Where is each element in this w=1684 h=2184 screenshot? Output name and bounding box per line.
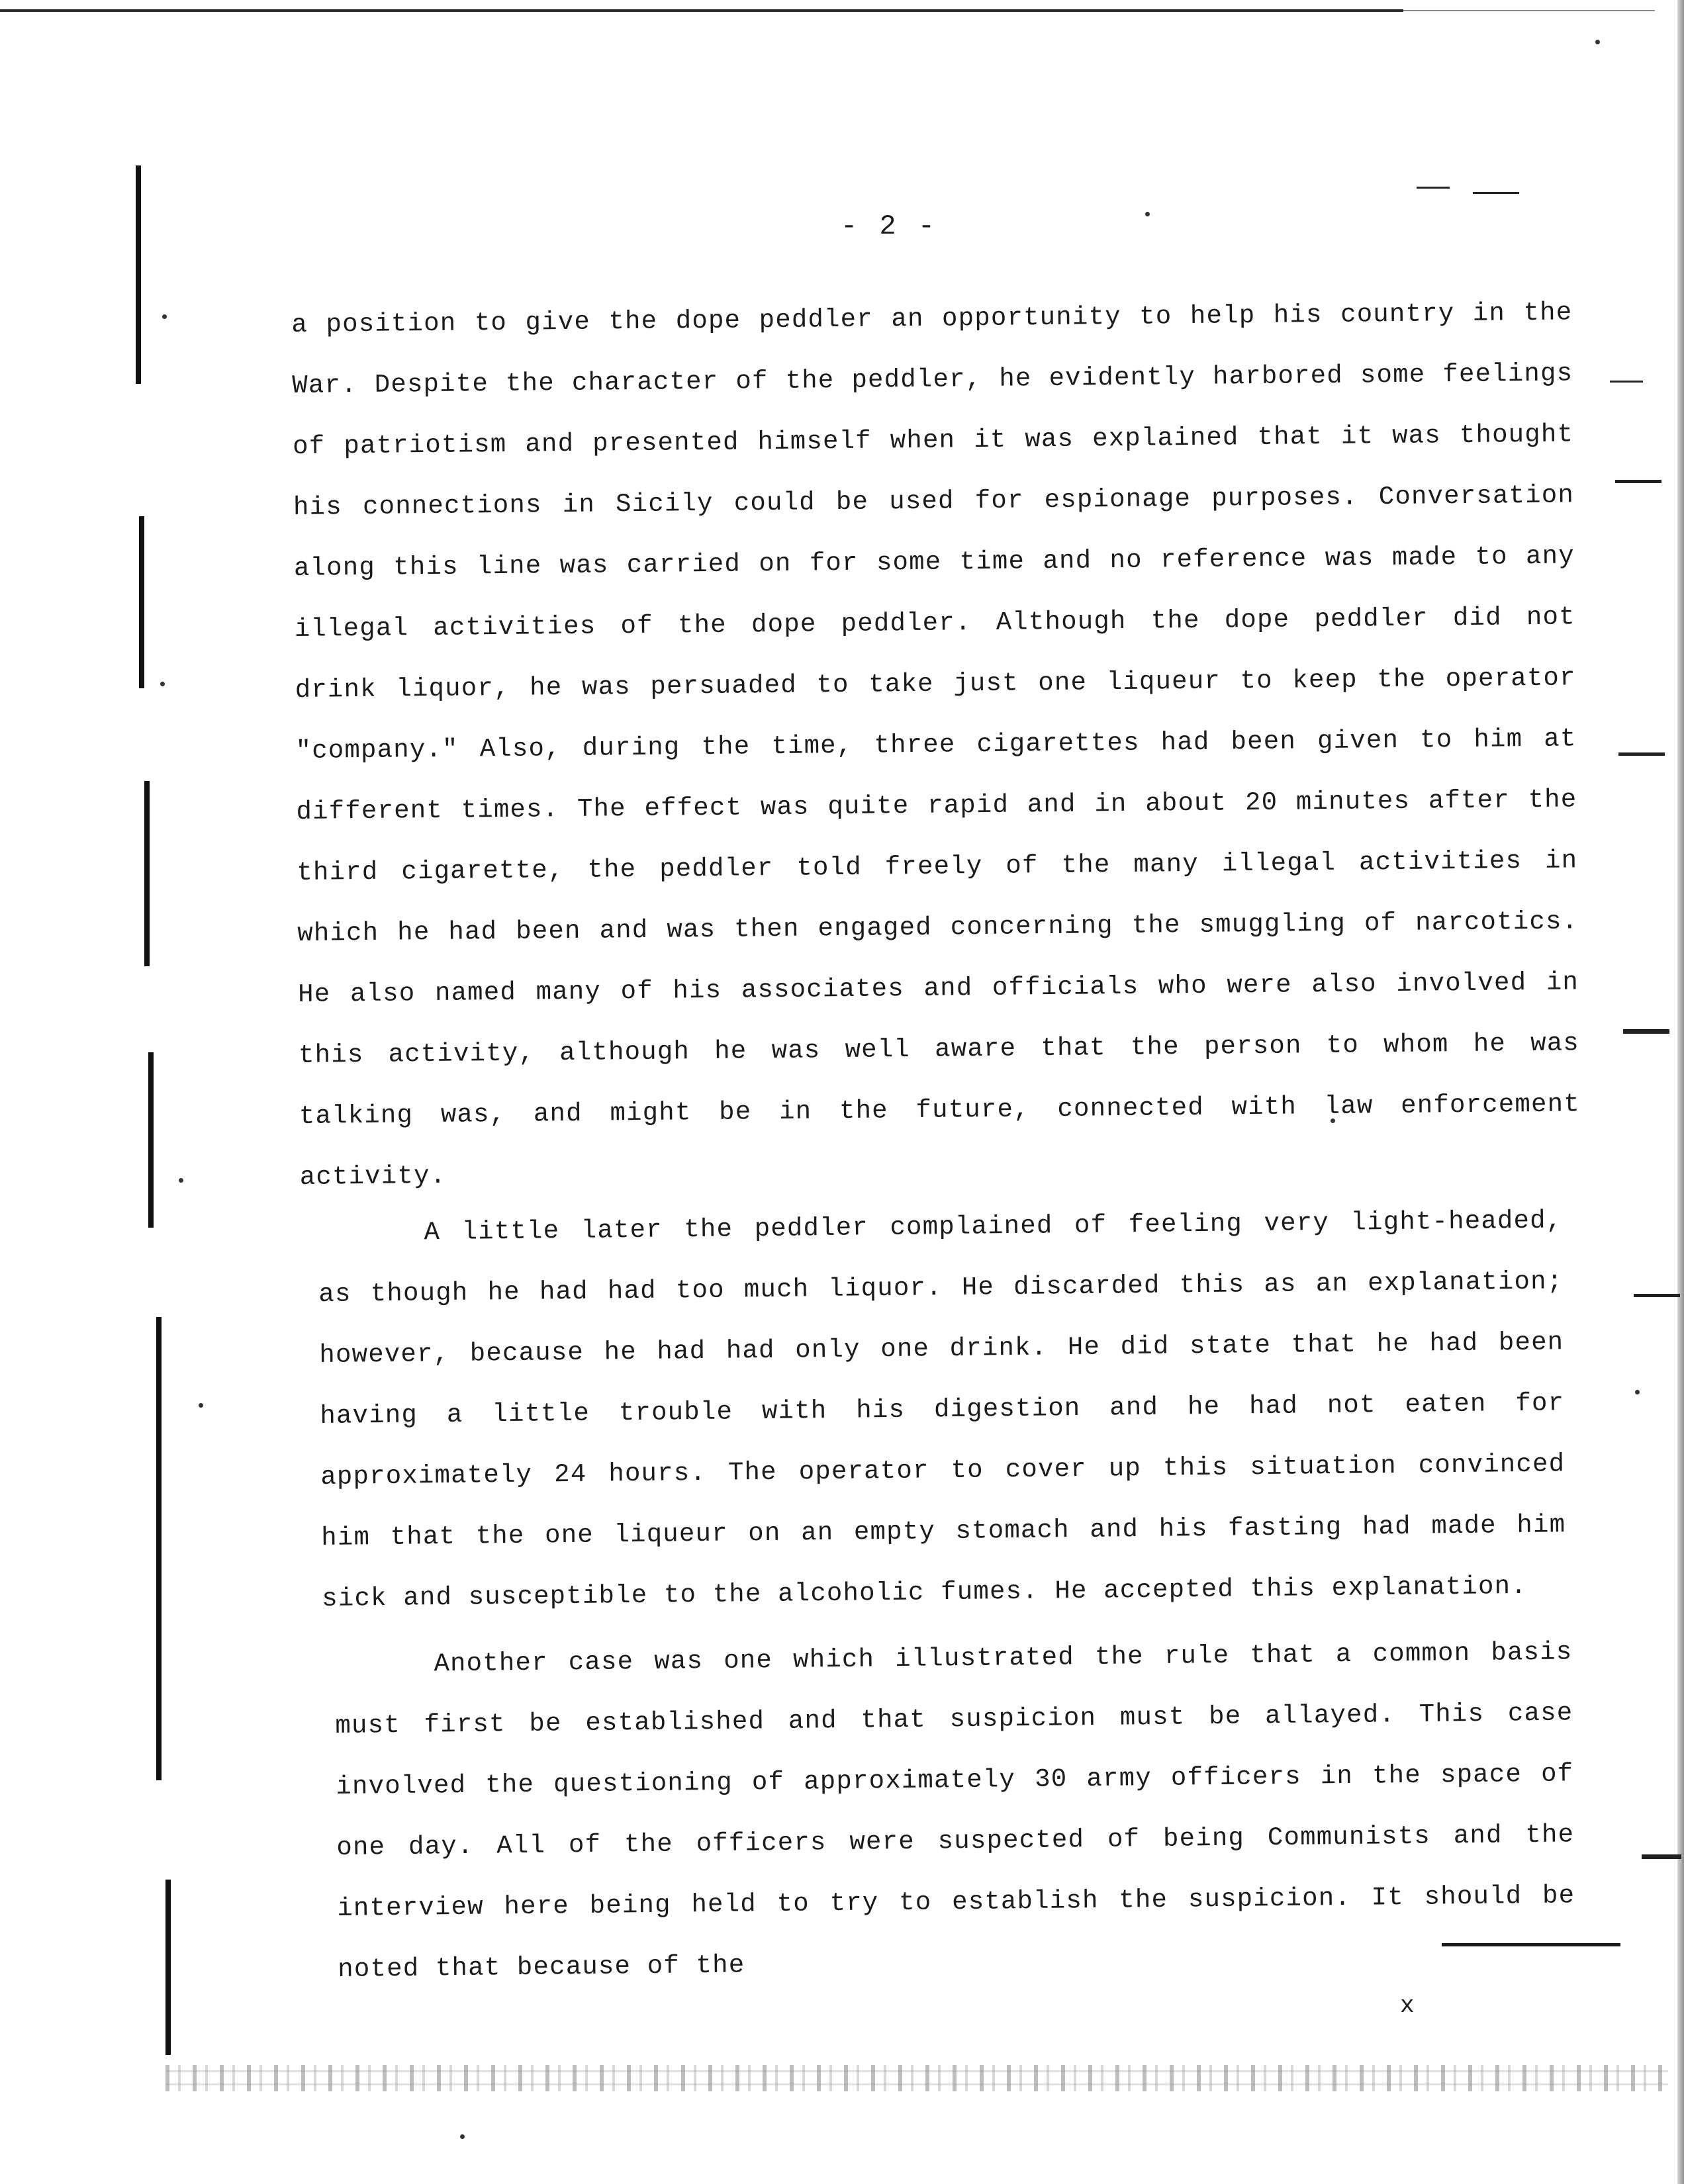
- margin-bar: [136, 165, 141, 384]
- margin-bar: [139, 516, 144, 688]
- body-paragraph-1: a position to give the dope peddler an opportunity to help his country in the War. Despite the character of the peddler, he evidently harbored some feelings of patriotism and presented himself when it was explained that it was thought his connections in Sicily could be used for espionage purposes. Conversation along this line was carried on for some time and no reference was made to any illegal activities of the dope peddler. Although the dope peddler did not drink liquor, he was persuaded to take just one liqueur to keep the operator "company." Also, during the time, three cigarettes had been given to him at different times. The effect was quite rapid and in about 20 minutes after the third cigarette, the peddler told freely of the many illegal activities in which he had been and was then engaged concerning the smuggling of narcotics. He also named many of his associates and officials who were also involved in this activity, although he was well aware that the person to whom he was talking was, and might be in the future, connected with law enforcement activity.: [291, 298, 1581, 1192]
- scan-speck: [179, 1178, 183, 1183]
- end-of-page-rule: [1442, 1943, 1620, 1946]
- margin-bar: [144, 781, 150, 966]
- top-scan-rule-faint: [1403, 10, 1655, 11]
- right-margin-tick: [1615, 480, 1661, 483]
- right-margin-tick: [1642, 1854, 1681, 1859]
- page-number: - 2 -: [841, 210, 938, 242]
- scan-speck: [1145, 212, 1150, 216]
- scan-speck: [1635, 1390, 1640, 1394]
- right-margin-tick: [1417, 187, 1450, 189]
- scan-noise-strip: [165, 2065, 1668, 2091]
- body-paragraph-2: A little later the peddler complained of feeling very light-headed, as though he had had too much liquor. He discarded this as an explanation; however, because he had had only one drink. He did state that he had been having a little trouble with his digestion and he had not eaten for approximately 24 hours. The operator to cover up this situation convinced him that the one liqueur on an empty stomach and his fasting had made him sick and susceptible to the alcoholic fumes. He accepted this explanation.: [318, 1206, 1566, 1614]
- right-margin-tick: [1610, 381, 1643, 383]
- margin-bar: [165, 1880, 171, 2055]
- scan-speck: [460, 2134, 465, 2139]
- right-margin-tick: [1473, 192, 1519, 194]
- scan-speck: [160, 682, 165, 686]
- footer-mark: x: [1400, 1992, 1415, 2019]
- right-margin-tick: [1623, 1029, 1669, 1034]
- right-margin-tick: [1634, 1294, 1680, 1297]
- scan-speck: [162, 314, 167, 319]
- margin-bar: [156, 1317, 162, 1780]
- body-paragraph-3: Another case was one which illustrated the rule that a common basis must first be established and that suspicion must be allayed. This case involved the questioning of approximately 30 army officers in the space of one day. All of the officers were suspected of being Communists and the interview here being held to try to establish the suspicion. It should be noted that because of the: [335, 1637, 1575, 1984]
- right-margin-tick: [1618, 752, 1665, 756]
- margin-bar: [148, 1052, 154, 1228]
- top-scan-rule: [0, 9, 1403, 12]
- scan-speck: [199, 1403, 203, 1408]
- scan-speck: [1595, 40, 1600, 44]
